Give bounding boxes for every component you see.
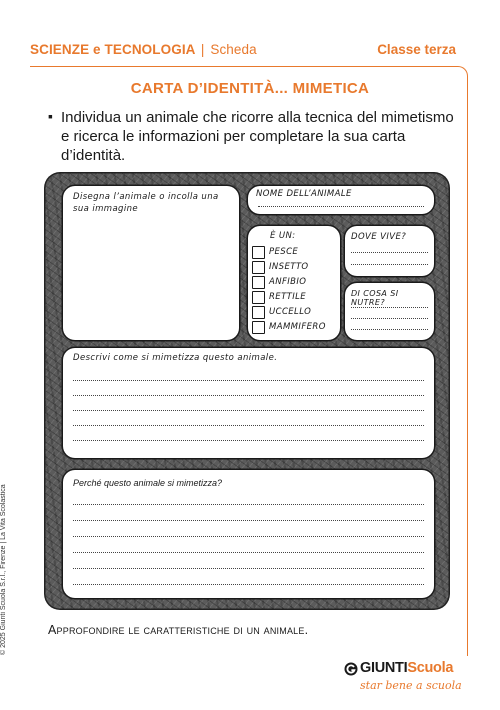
giunti-g-icon xyxy=(344,662,358,676)
diet-label: DI COSA SI NUTRE? xyxy=(351,289,399,307)
answer-line xyxy=(73,504,424,505)
option-label: UCCELLO xyxy=(269,307,312,317)
instruction-text: Individua un animale che ricorre alla tecnica del mimetismo e ricerca le informazioni per completare la sua carta d’identità. xyxy=(61,109,454,164)
logo-brand-main: GIUNTI xyxy=(360,660,408,676)
reason-label: Perché questo animale si mimetizza? xyxy=(73,478,223,488)
answer-line xyxy=(73,395,424,396)
option-label: INSETTO xyxy=(269,262,309,272)
name-line xyxy=(258,206,424,207)
header-separator: | xyxy=(200,42,205,57)
answer-line xyxy=(73,520,424,521)
option-label: RETTILE xyxy=(269,292,307,302)
checkbox[interactable] xyxy=(252,306,265,319)
answer-line xyxy=(73,568,424,569)
checkbox[interactable] xyxy=(252,321,265,334)
habitat-label: DOVE VIVE? xyxy=(351,232,407,242)
image-panel[interactable] xyxy=(63,186,239,340)
image-prompt: Disegna l’animale o incolla una sua immagine xyxy=(73,192,219,214)
section-label: Scheda xyxy=(210,42,257,57)
answer-line xyxy=(73,552,424,553)
habitat-line xyxy=(351,264,428,265)
checkbox[interactable] xyxy=(252,291,265,304)
subject-title: SCIENZE e TECNOLOGIA xyxy=(30,42,196,57)
copyright-notice: © 2025 Giunti Scuola S.r.l., Firenze | La Vita Scolastica xyxy=(0,484,7,655)
habitat-line xyxy=(351,252,428,253)
diet-panel[interactable] xyxy=(345,283,434,340)
camouflage-label: Descrivi come si mimetizza questo animale. xyxy=(73,353,278,363)
habitat-panel[interactable] xyxy=(345,226,434,276)
diet-line xyxy=(351,318,428,319)
option-label: PESCE xyxy=(269,247,299,257)
checkbox[interactable] xyxy=(252,276,265,289)
header-subject xyxy=(30,42,257,57)
grade-label: Classe terza xyxy=(377,42,456,57)
checkbox[interactable] xyxy=(252,261,265,274)
instruction xyxy=(48,108,458,165)
diet-line xyxy=(351,329,428,330)
type-panel xyxy=(248,226,340,340)
diet-line xyxy=(351,307,428,308)
type-label: È UN: xyxy=(270,231,296,241)
name-label: NOME DELL’ANIMALE xyxy=(256,189,352,199)
option-label: MAMMIFERO xyxy=(269,322,326,332)
camouflage-panel[interactable] xyxy=(63,348,434,458)
logo-brand-accent: Scuola xyxy=(407,660,454,676)
publisher-logo xyxy=(344,660,462,700)
logo-brand xyxy=(360,660,453,676)
bullet-icon: ▪ xyxy=(48,108,53,124)
answer-line xyxy=(73,410,424,411)
answer-line xyxy=(73,536,424,537)
answer-line xyxy=(73,425,424,426)
footer-note: Approfondire le caratteristiche di un animale. xyxy=(48,623,309,637)
name-panel[interactable] xyxy=(248,186,434,214)
option-label: ANFIBIO xyxy=(269,277,307,287)
logo-tagline: star bene a scuola xyxy=(360,679,462,692)
worksheet-title: CARTA D’IDENTITÀ... MIMETICA xyxy=(130,80,370,97)
reason-panel[interactable] xyxy=(63,470,434,598)
checkbox[interactable] xyxy=(252,246,265,259)
answer-line xyxy=(73,440,424,441)
answer-line xyxy=(73,380,424,381)
answer-line xyxy=(73,584,424,585)
